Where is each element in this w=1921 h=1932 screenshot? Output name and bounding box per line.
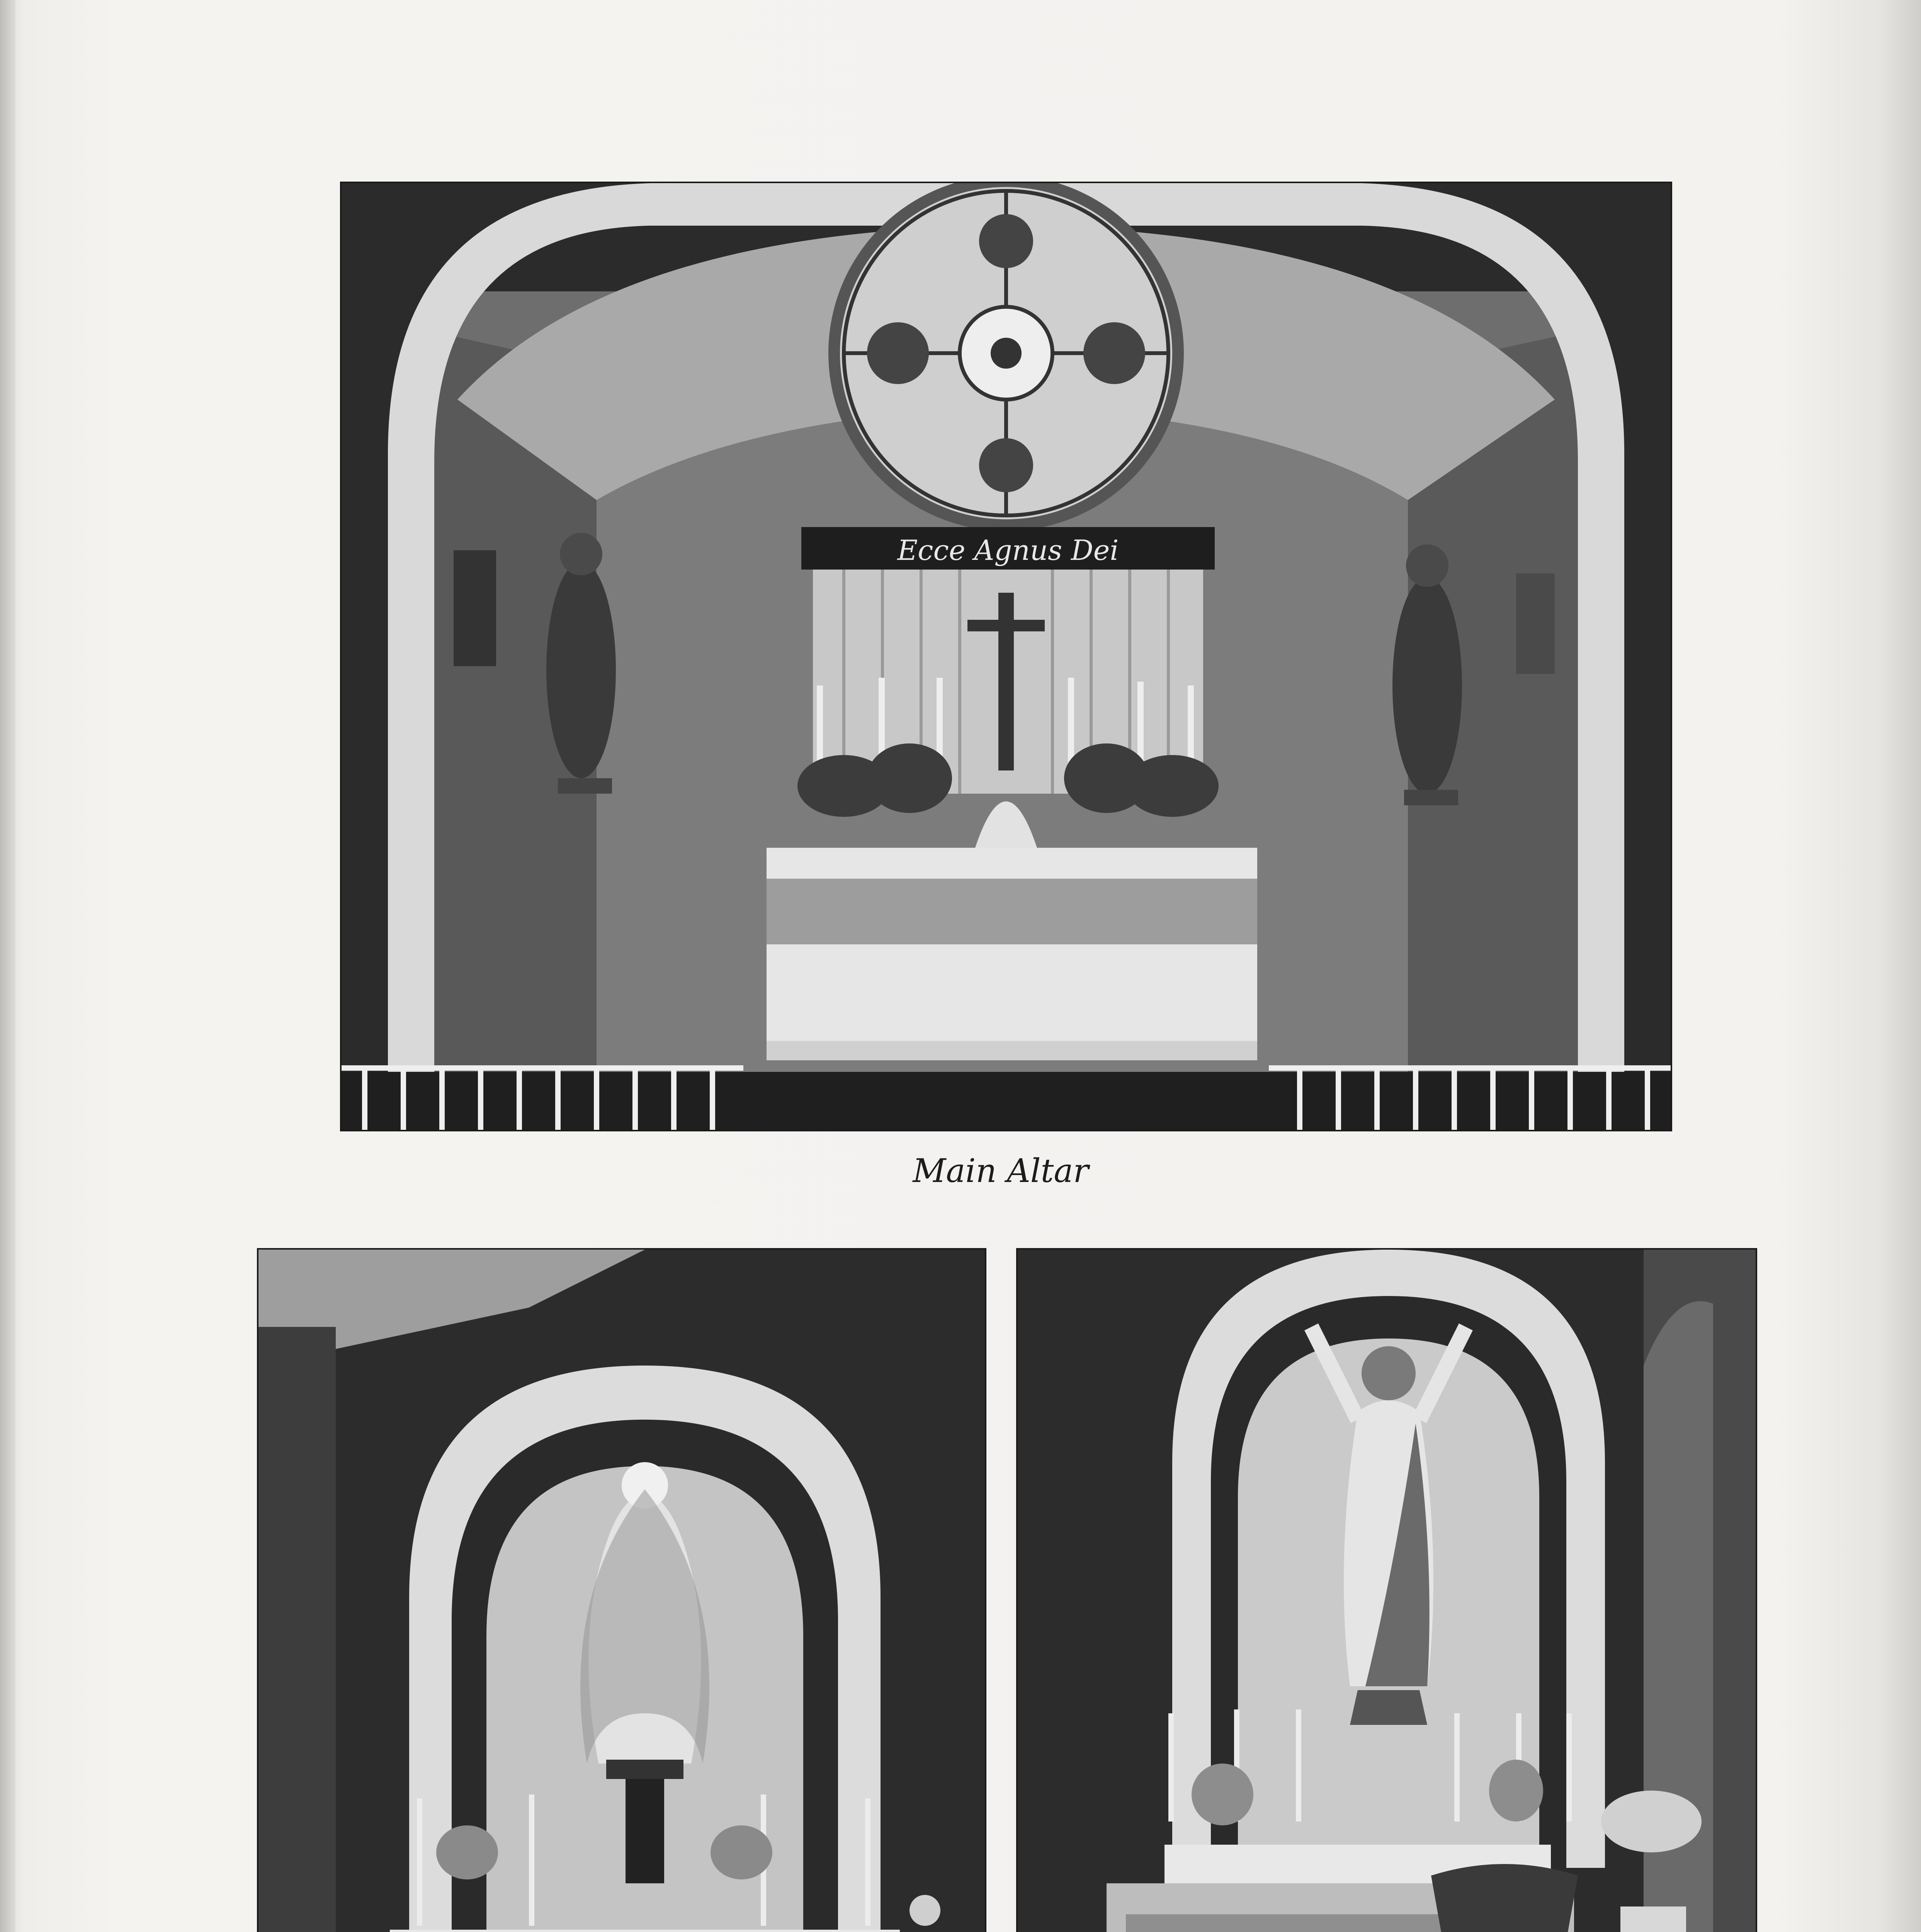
main-altar-photo — [340, 182, 1672, 1131]
page-spine-shadow — [0, 0, 15, 1932]
banner-text: Ecce Agnus Dei — [897, 534, 1119, 566]
sacred-heart-altar-photo — [1016, 1248, 1757, 1932]
virgin-mary-altar-photo — [257, 1248, 986, 1932]
main-altar-caption: Main Altar — [913, 1152, 1089, 1190]
